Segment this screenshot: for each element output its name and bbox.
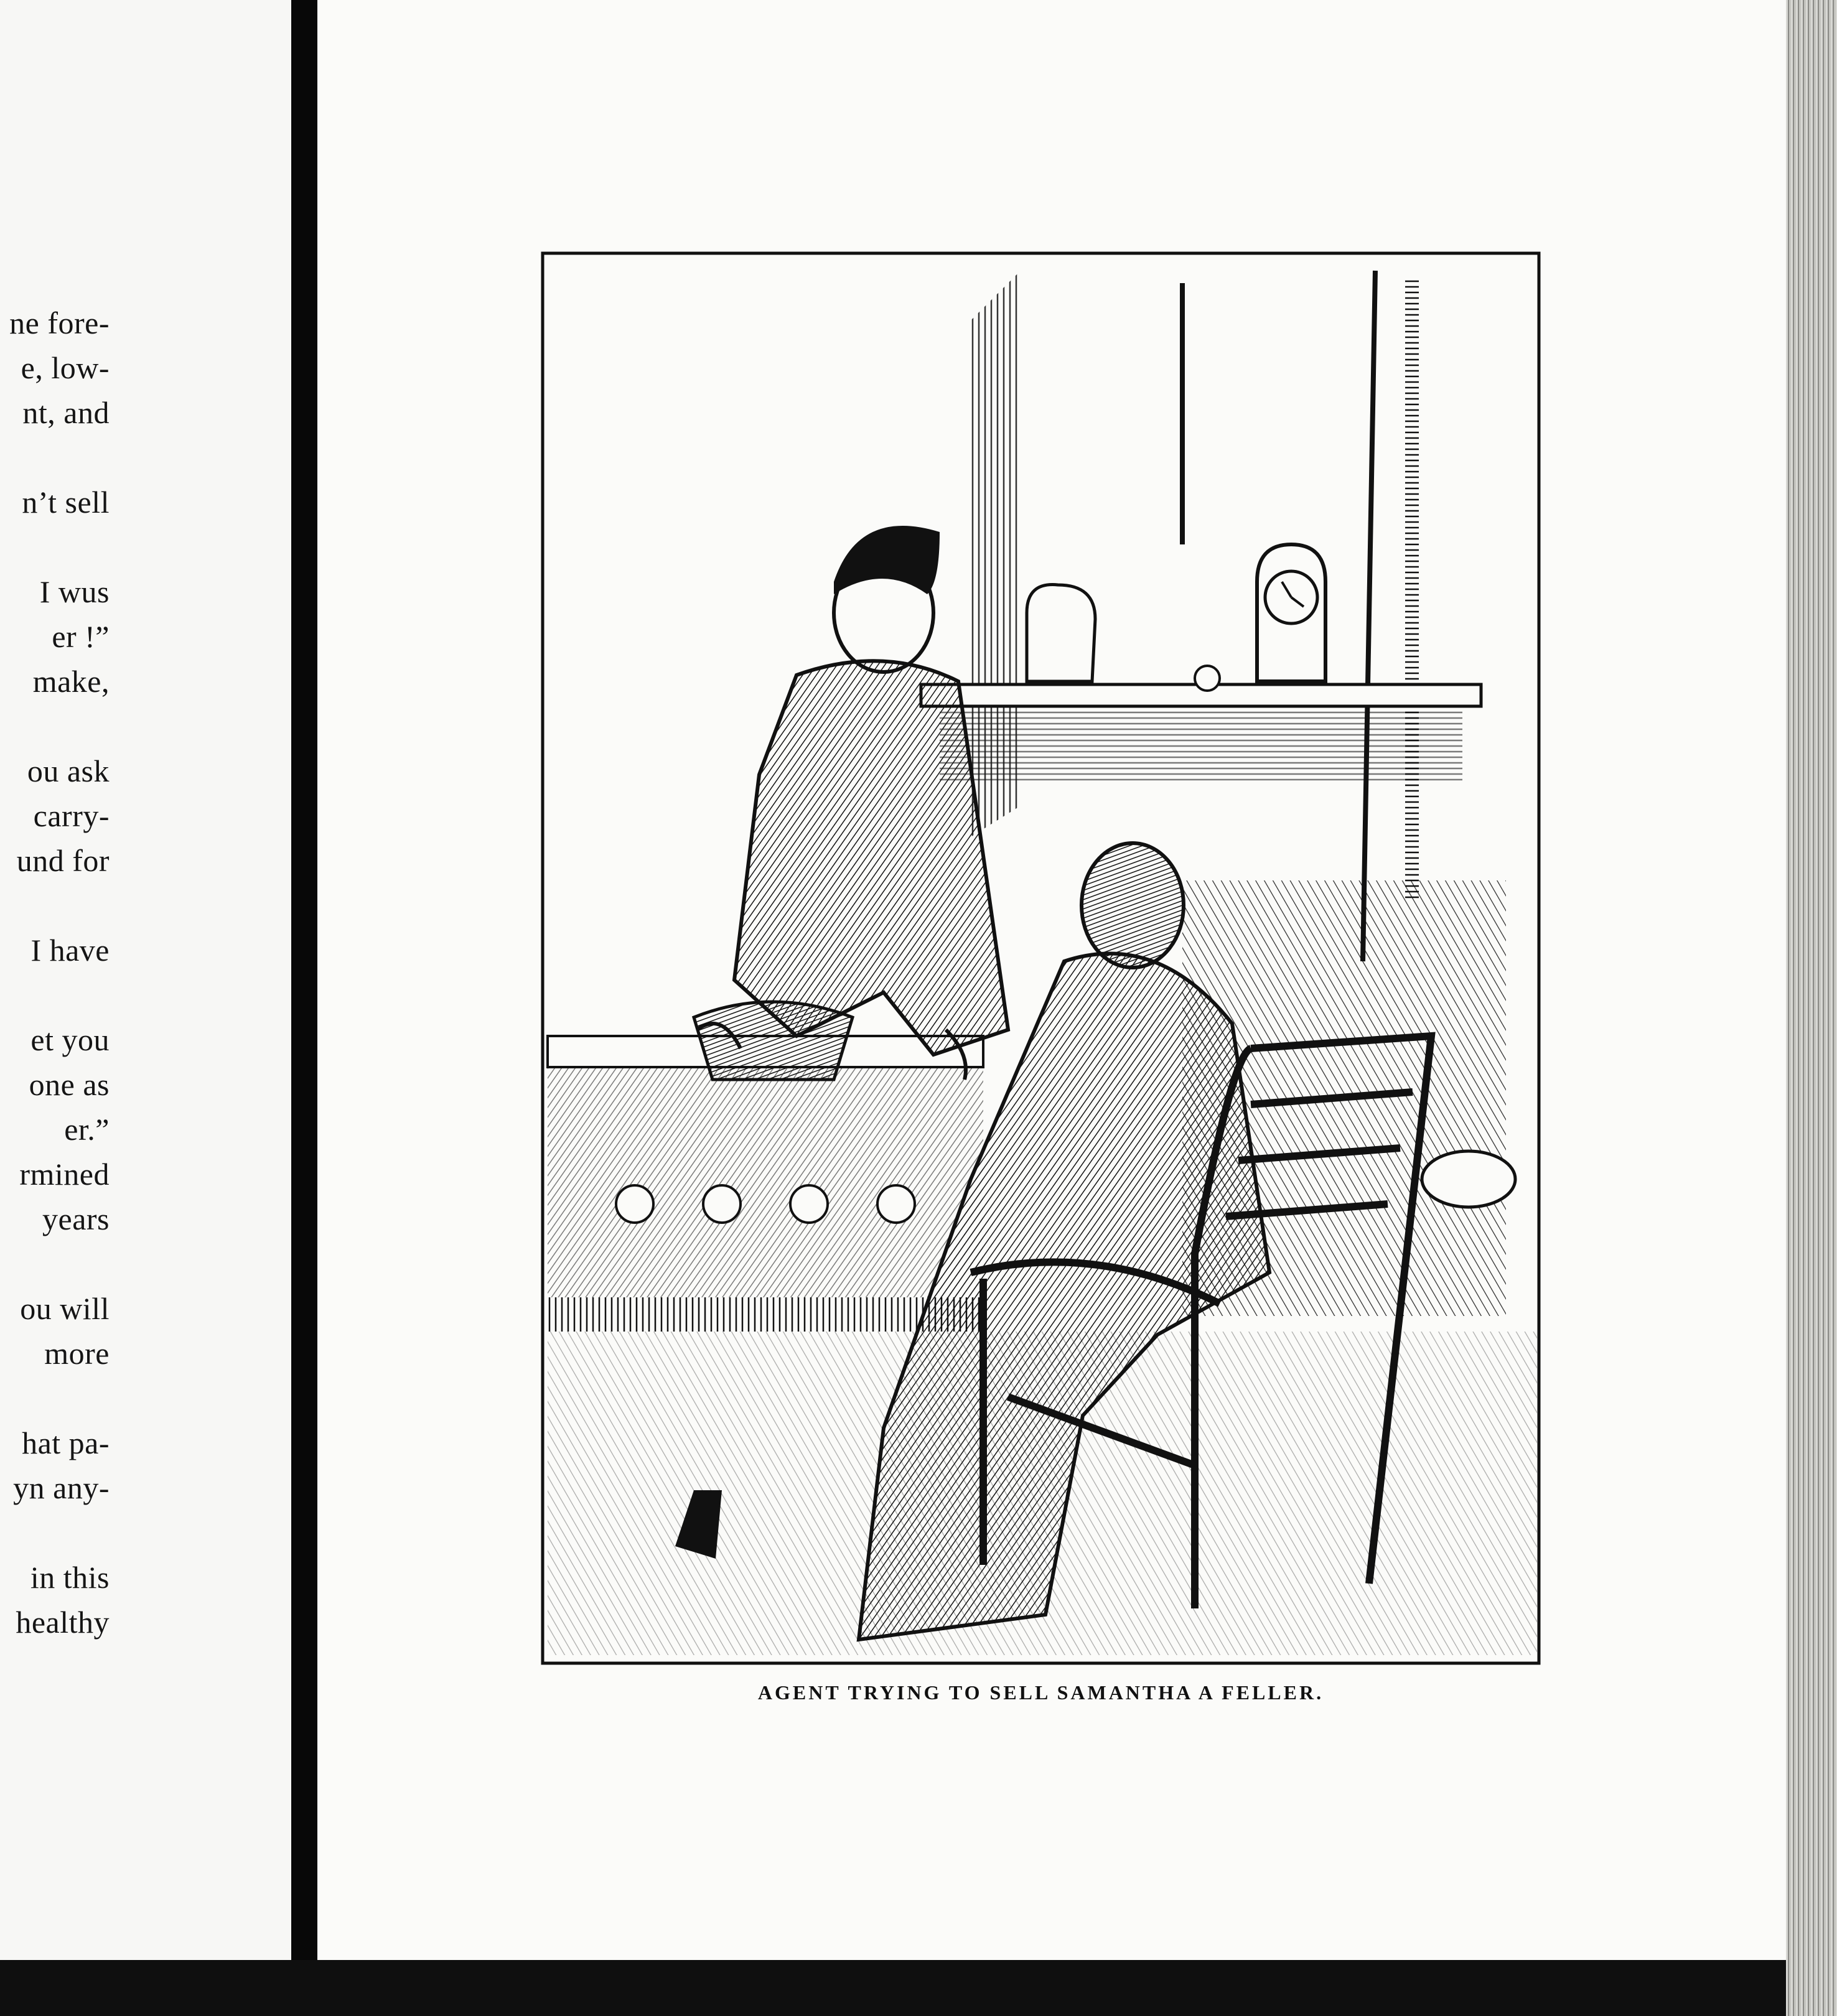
mantel-clock	[1257, 544, 1325, 681]
mantel-front	[940, 706, 1462, 781]
engraving-illustration	[535, 246, 1546, 1671]
left-page	[0, 0, 291, 1960]
text-line: hat pa-	[22, 1426, 110, 1460]
left-page-text	[0, 0, 291, 1960]
text-line: one as	[29, 1067, 110, 1102]
stove-kettle	[1422, 1151, 1515, 1207]
table-cloth	[548, 1067, 983, 1297]
text-line: yn any-	[13, 1470, 110, 1505]
text-line: er.”	[64, 1112, 110, 1147]
mantel-ornament	[1195, 666, 1220, 691]
text-line: et you	[30, 1022, 110, 1057]
text-line: ou will	[20, 1291, 110, 1326]
text-line: rmined	[19, 1157, 110, 1192]
text-line: er !”	[52, 619, 110, 654]
text-line: in this	[30, 1560, 110, 1595]
text-line: I wus	[39, 574, 110, 609]
stovepipe	[1405, 277, 1419, 899]
page-edges	[1786, 0, 1837, 2016]
scan-border	[0, 1960, 1786, 2016]
text-line: ne fore-	[9, 306, 110, 340]
text-line: healthy	[16, 1605, 110, 1640]
text-line: ou ask	[27, 754, 110, 788]
text-line: more	[44, 1336, 110, 1371]
text-line: und for	[16, 843, 110, 878]
illustration-plate	[535, 246, 1546, 1671]
text-line: make,	[32, 664, 110, 699]
book-gutter	[291, 0, 317, 2016]
text-line: e, low-	[21, 350, 110, 385]
text-line: I have	[30, 933, 110, 968]
mantel-vase	[1027, 585, 1095, 681]
text-line: years	[42, 1202, 110, 1236]
text-line: nt, and	[22, 395, 110, 430]
floor-shading	[548, 1332, 1537, 1655]
text-line: n’t sell	[22, 485, 110, 520]
text-line: carry-	[33, 798, 110, 833]
illustration-caption: AGENT TRYING TO SELL SAMANTHA A FELLER.	[757, 1681, 1324, 1704]
